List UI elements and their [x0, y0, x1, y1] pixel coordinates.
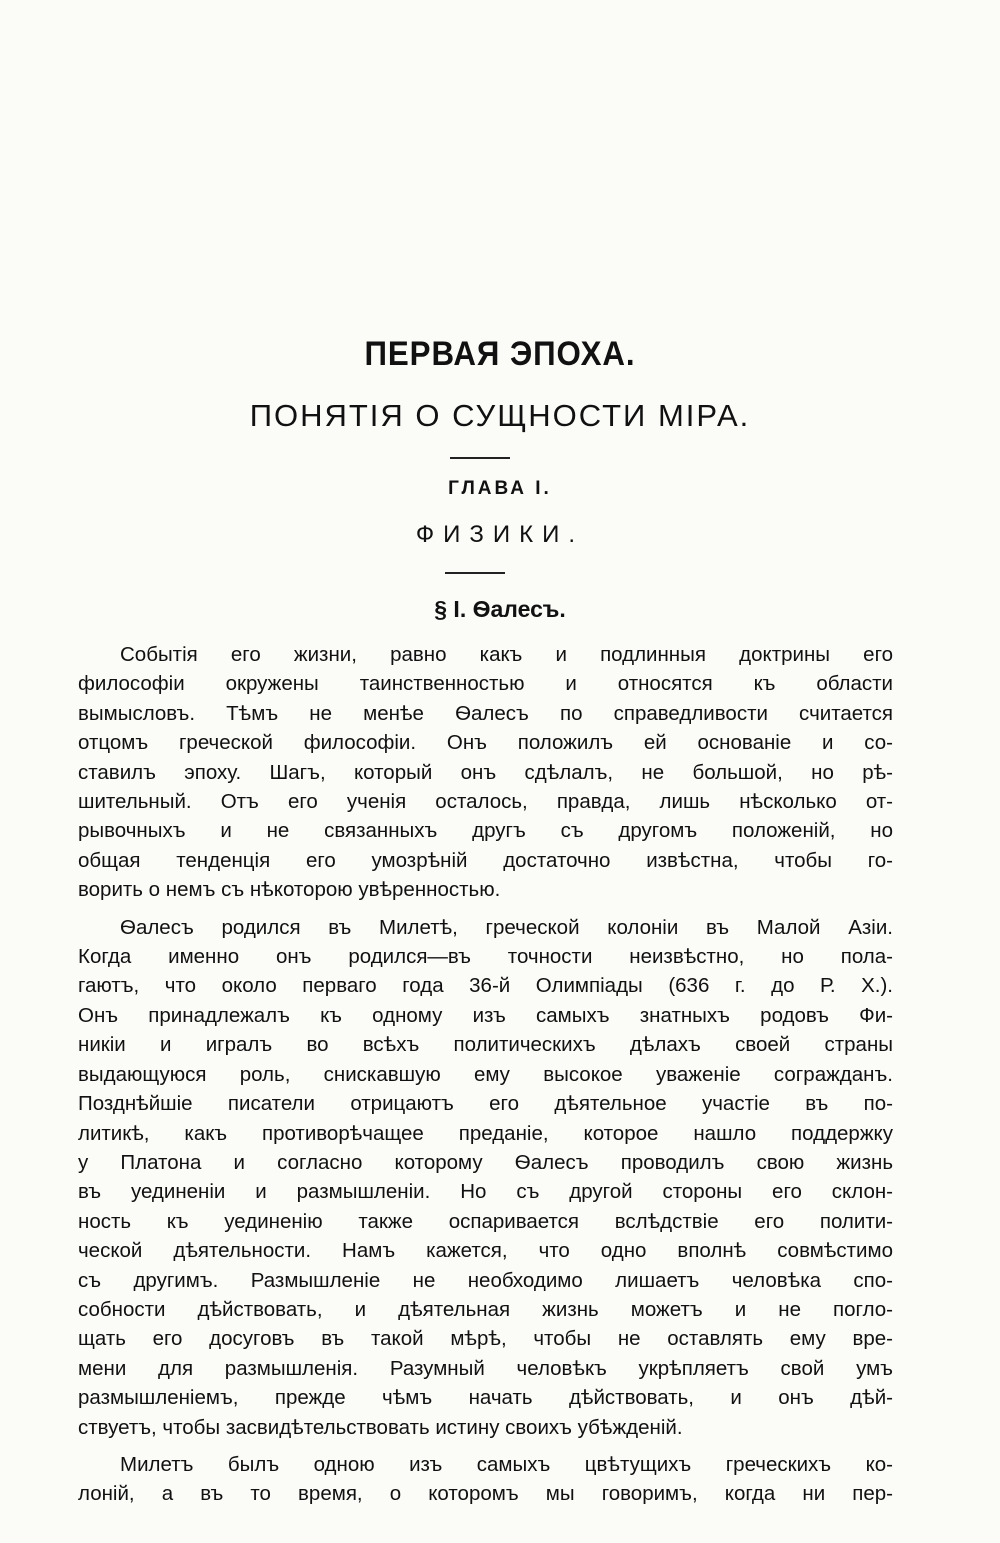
divider-rule	[445, 572, 505, 574]
text-line: отцомъ греческой философіи. Онъ положилъ ей основаніе и со-	[78, 731, 893, 755]
text-line: лоній, а въ то время, о которомъ мы говоримъ, когда ни пер-	[78, 1482, 893, 1506]
text-line: гаютъ, что около перваго года 36-й Олимпіады (636 г. до Р. Х.).	[78, 974, 893, 998]
text-line: собности дѣйствовать, и дѣятельная жизнь можетъ и не погло-	[78, 1297, 893, 1321]
text-line: вымысловъ. Тѣмъ не менѣе Ѳалесъ по справедливости считается	[78, 701, 893, 725]
text-line: Позднѣйшіе писатели отрицаютъ его дѣятельное участіе въ по-	[78, 1092, 893, 1116]
text-line: ставилъ эпоху. Шагъ, который онъ сдѣлалъ, не большой, но рѣ-	[78, 760, 893, 784]
epoch-title: ПЕРВАЯ ЭПОХА.	[364, 335, 636, 373]
text-line: Когда именно онъ родился—въ точности неизвѣстно, но пола-	[78, 945, 893, 969]
text-line: щать его досуговъ въ такой мѣрѣ, чтобы не оставлять ему вре-	[78, 1327, 893, 1351]
text-line: съ другимъ. Размышленіе не необходимо лишаетъ человѣка спо-	[78, 1268, 893, 1292]
text-line: размышленіемъ, прежде чѣмъ начать дѣйствовать, и онъ дѣй-	[78, 1386, 893, 1410]
text-line: ность къ уединенію также оспаривается вслѣдствіе его полити-	[78, 1209, 893, 1233]
epoch-subtitle: ПОНЯТІЯ О СУЩНОСТИ МІРА.	[249, 398, 751, 433]
text-line: Ѳалесъ родился въ Милетѣ, греческой колоніи въ Малой Азіи.	[120, 915, 893, 939]
text-line: никіи и игралъ во всѣхъ политическихъ дѣлахъ своей страны	[78, 1033, 893, 1057]
text-line: шительный. Отъ его ученія осталось, правда, лишь нѣсколько от-	[78, 790, 893, 814]
text-line: ческой дѣятельности. Намъ кажется, что одно вполнѣ совмѣстимо	[78, 1239, 893, 1263]
text-line: выдающуюся роль, снискавшую ему высокое уваженіе согражданъ.	[78, 1062, 893, 1086]
body-text	[78, 640, 893, 1509]
text-line: ворить о немъ съ нѣкоторою увѣренностью.	[78, 878, 501, 902]
divider-rule	[450, 457, 510, 459]
text-line: у Платона и согласно которому Ѳалесъ проводилъ свою жизнь	[78, 1150, 893, 1174]
text-line: Онъ принадлежалъ къ одному изъ самыхъ знатныхъ родовъ Фи-	[78, 1003, 893, 1027]
text-line: Милетъ былъ одною изъ самыхъ цвѣтущихъ греческихъ ко-	[120, 1452, 893, 1476]
section-title: § I. Ѳалесъ.	[434, 596, 566, 622]
chapter-label: ГЛАВА I.	[448, 478, 552, 499]
chapter-title: ФИЗИКИ.	[415, 521, 585, 548]
text-line: рывочныхъ и не связанныхъ другъ съ другомъ положеній, но	[78, 819, 893, 843]
text-line: ствуетъ, чтобы засвидѣтельствовать истину своихъ убѣжденій.	[78, 1415, 683, 1439]
text-line: философіи окружены таинственностью и относятся къ области	[78, 672, 893, 696]
text-line: Событія его жизни, равно какъ и подлинныя доктрины его	[120, 643, 893, 666]
text-line: мени для размышленія. Разумный человѣкъ укрѣпляетъ свой умъ	[78, 1356, 893, 1380]
text-line: литикѣ, какъ противорѣчащее преданіе, которое нашло поддержку	[78, 1121, 893, 1145]
text-line: общая тенденція его умозрѣній достаточно извѣстна, чтобы го-	[78, 848, 893, 872]
text-line: въ уединеніи и размышленіи. Но съ другой стороны его склон-	[78, 1180, 893, 1204]
